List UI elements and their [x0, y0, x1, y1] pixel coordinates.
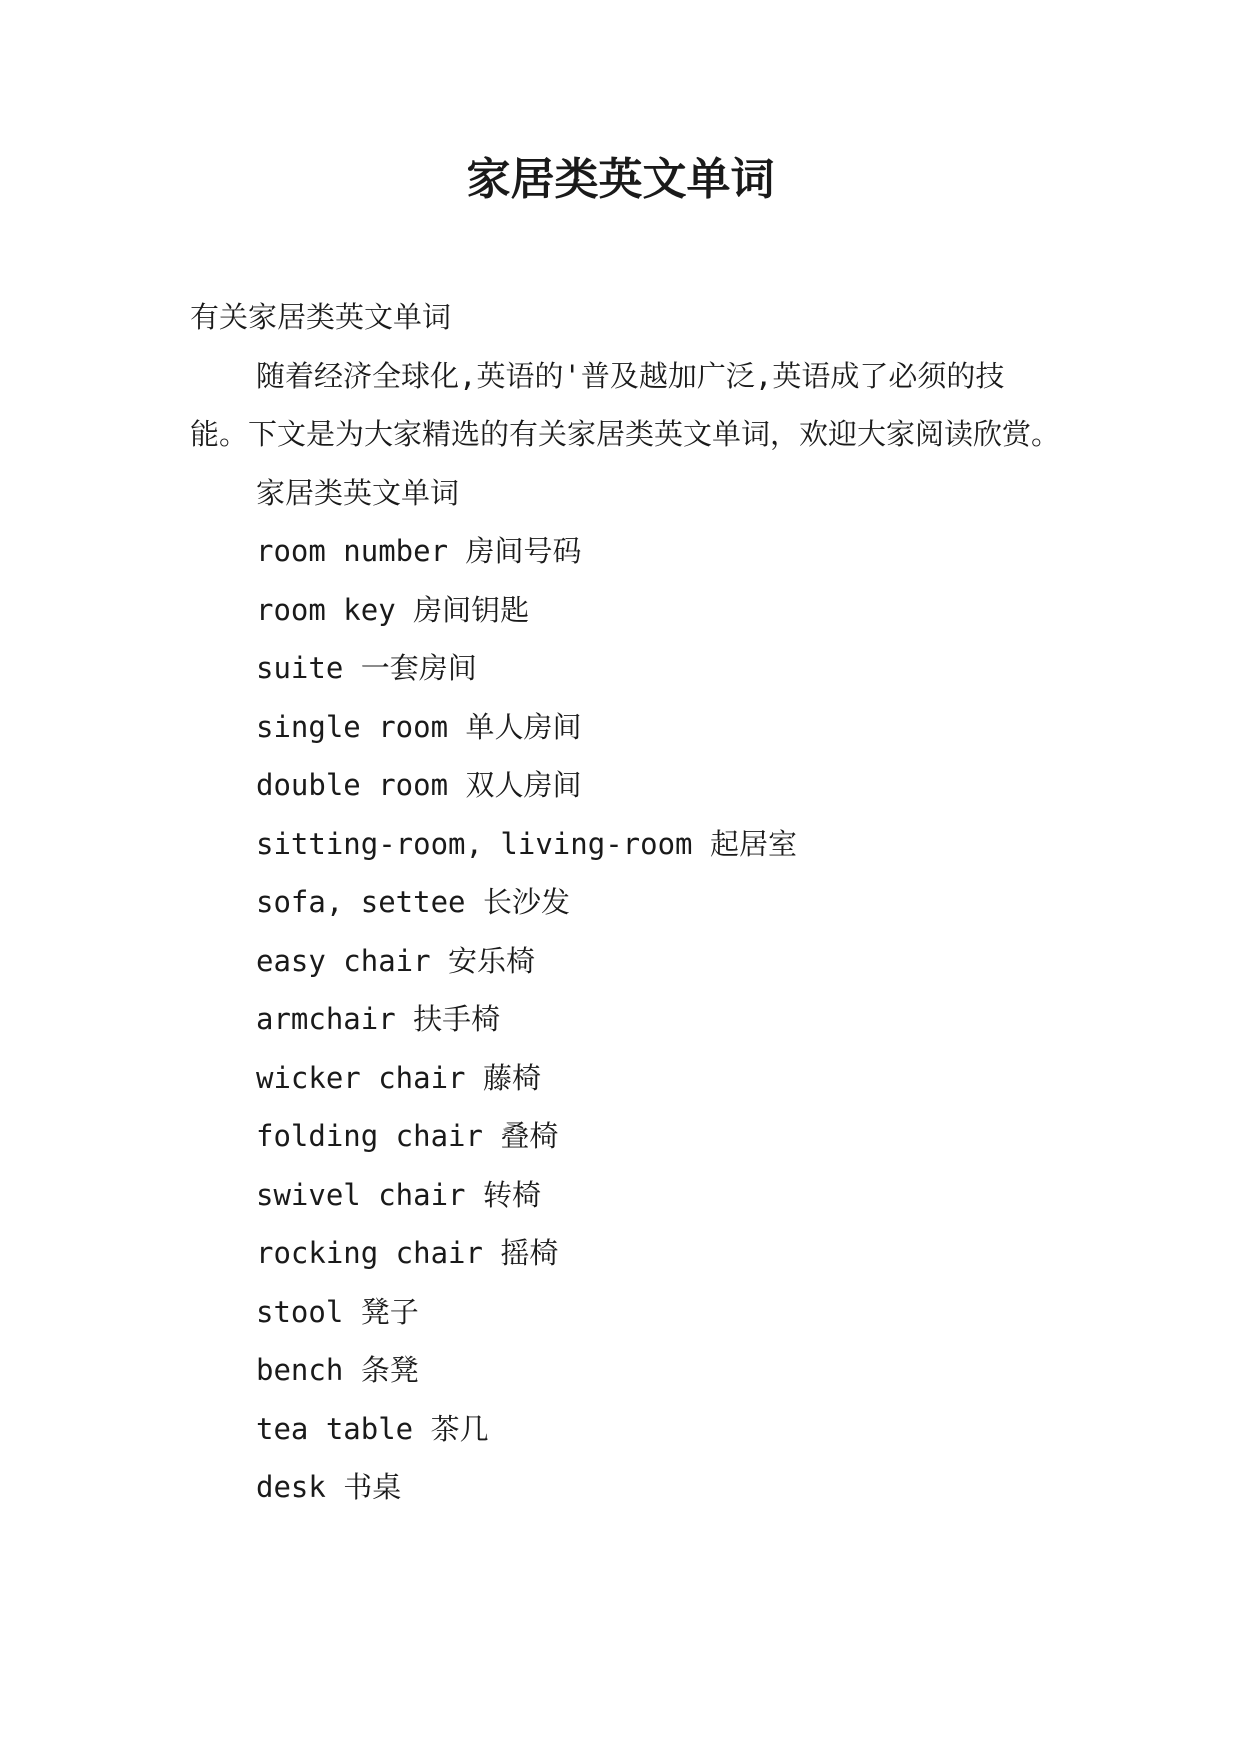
- word-entry: sofa, settee 长沙发: [256, 885, 570, 919]
- word-entry: folding chair 叠椅: [256, 1119, 559, 1153]
- word-entry: desk 书桌: [256, 1470, 402, 1504]
- word-entry: easy chair 安乐椅: [256, 943, 536, 978]
- word-entry: wicker chair 藤椅: [256, 1060, 541, 1095]
- section-heading: 家居类英文单词: [256, 475, 460, 510]
- word-entry: room key 房间钥匙: [256, 592, 530, 627]
- word-entry: single room 单人房间: [256, 709, 582, 744]
- word-entry: stool 凳子: [256, 1294, 419, 1329]
- document-title: 家居类英文单词: [466, 154, 775, 205]
- word-entry: swivel chair 转椅: [256, 1177, 541, 1212]
- word-entry: rocking chair 摇椅: [256, 1236, 559, 1270]
- intro-paragraph: 随着经济全球化,英语的'普及越加广泛,英语成了必须的技能。下文是为大家精选的有关家居类英文单词，欢迎大家阅读欣赏。: [190, 358, 1061, 451]
- word-entry: sitting-room, living-room 起居室: [256, 826, 797, 861]
- word-entry: suite 一套房间: [256, 651, 477, 685]
- word-entry: room number 房间号码: [256, 534, 582, 568]
- document-body: [190, 288, 1060, 1517]
- lead-line: 有关家居类英文单词: [190, 300, 452, 334]
- word-entry: armchair 扶手椅: [256, 1002, 501, 1036]
- word-entry: double room 双人房间: [256, 768, 582, 802]
- word-entry: tea table 茶几: [256, 1411, 489, 1446]
- word-entry: bench 条凳: [256, 1353, 419, 1387]
